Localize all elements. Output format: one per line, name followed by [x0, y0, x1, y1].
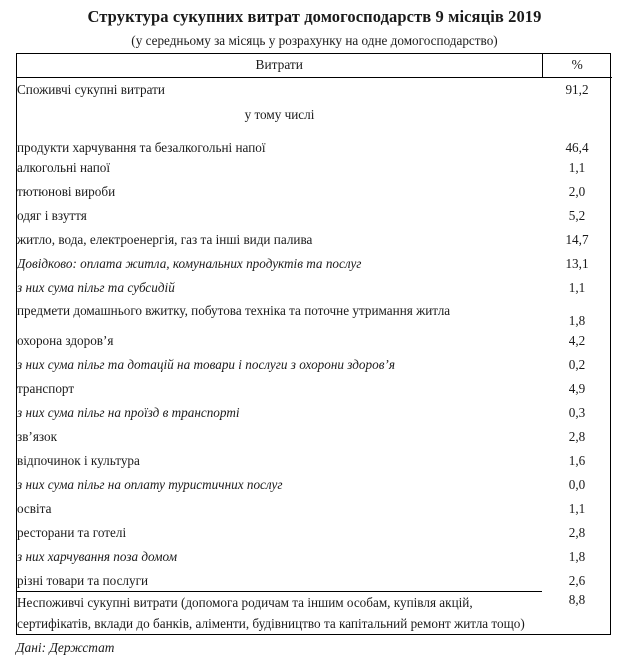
row-label: тютюнові вироби: [17, 183, 116, 199]
row-value: 2,8: [568, 524, 586, 540]
row-value: 0,0: [568, 476, 586, 492]
final-row-label: Неспоживчі сукупні витрати (допомога родичам та іншим особам, купівля акцій, сертифікатів, вклади до банків, аліменти, будівництво та капітальний ремонт житла тощо): [17, 592, 542, 635]
row-value: 1,8: [568, 548, 586, 564]
table-row: [17, 568, 612, 592]
column-header-value: %: [542, 54, 612, 78]
page-title: Структура сукупних витрат домогосподарств 9 місяців 2019: [87, 7, 542, 26]
row-value: 1,8: [568, 312, 586, 328]
row-label: предмети домашнього вжитку, побутова техніка та поточне утримання житла: [17, 302, 451, 318]
table-row: [17, 376, 612, 400]
table-row: [17, 400, 612, 424]
table-row: [17, 299, 612, 328]
final-row-value: 8,8: [568, 591, 586, 607]
row-label: у тому числі: [244, 106, 315, 122]
row-label: житло, вода, електроенергія, газ та інші види палива: [17, 231, 313, 247]
table-row: [17, 328, 612, 352]
column-header-label: Витрати: [17, 54, 542, 78]
row-label: одяг і взуття: [17, 207, 87, 223]
row-value: 0,3: [568, 404, 586, 420]
row-label: транспорт: [17, 380, 75, 396]
expenditure-table: [17, 54, 612, 634]
row-value: 1,1: [568, 279, 586, 295]
table-row: [17, 352, 612, 376]
table-header: [17, 54, 612, 78]
row-label: зв’язок: [17, 428, 58, 444]
row-label: з них сума пільг та дотацій на товари і послуги з охорони здоров’я: [17, 356, 395, 372]
page-subtitle: (у середньому за місяць у розрахунку на одне домогосподарство): [131, 33, 498, 48]
row-label: з них сума пільг на проїзд в транспорті: [17, 404, 240, 420]
row-value: 0,2: [568, 356, 586, 372]
table-row: [17, 155, 612, 179]
table-row-final: [17, 592, 612, 635]
report-page: [0, 7, 629, 655]
row-value: 2,6: [568, 572, 586, 588]
row-value: 2,8: [568, 428, 586, 444]
expenditure-table-container: [16, 53, 611, 635]
table-row: [17, 544, 612, 568]
row-label: відпочинок і культура: [17, 452, 140, 468]
source-note: Дані: Держстат: [16, 640, 115, 655]
row-label: з них сума пільг та субсидій: [17, 279, 175, 295]
table-row: [17, 126, 612, 155]
table-row: [17, 496, 612, 520]
table-row: [17, 424, 612, 448]
row-value: 4,9: [568, 380, 586, 396]
row-label: з них сума пільг на оплату туристичних послуг: [17, 476, 283, 492]
row-value: 1,1: [568, 159, 586, 175]
row-value: 14,7: [565, 231, 589, 247]
table-row: [17, 203, 612, 227]
table-row: [17, 251, 612, 275]
row-label: алкогольні напої: [17, 159, 111, 175]
row-label: з них харчування поза домом: [17, 548, 178, 564]
table-header-row: [17, 54, 612, 78]
row-label: різні товари та послуги: [17, 572, 149, 588]
table-row: [17, 448, 612, 472]
table-row: [17, 275, 612, 299]
row-label: освіта: [17, 500, 52, 516]
row-value: 13,1: [565, 255, 589, 271]
row-value: 5,2: [568, 207, 586, 223]
row-value: 1,1: [568, 500, 586, 516]
table-row: [17, 472, 612, 496]
row-value: 2,0: [568, 183, 586, 199]
row-value: 1,6: [568, 452, 586, 468]
row-value: 4,2: [568, 332, 586, 348]
table-row: [17, 227, 612, 251]
table-row: [17, 102, 612, 126]
row-label: ресторани та готелі: [17, 524, 127, 540]
row-label: продукти харчування та безалкогольні напої: [17, 139, 266, 155]
row-label: Довідково: оплата житла, комунальних продуктів та послуг: [17, 255, 362, 271]
row-label: охорона здоров’я: [17, 332, 114, 348]
table-row: [17, 179, 612, 203]
table-row: [17, 520, 612, 544]
table-row: [17, 78, 612, 102]
row-value: 46,4: [565, 139, 589, 155]
row-value: [542, 102, 612, 126]
row-label: Споживчі сукупні витрати: [17, 82, 165, 97]
row-value: 91,2: [565, 82, 589, 97]
table-body: [17, 78, 612, 635]
